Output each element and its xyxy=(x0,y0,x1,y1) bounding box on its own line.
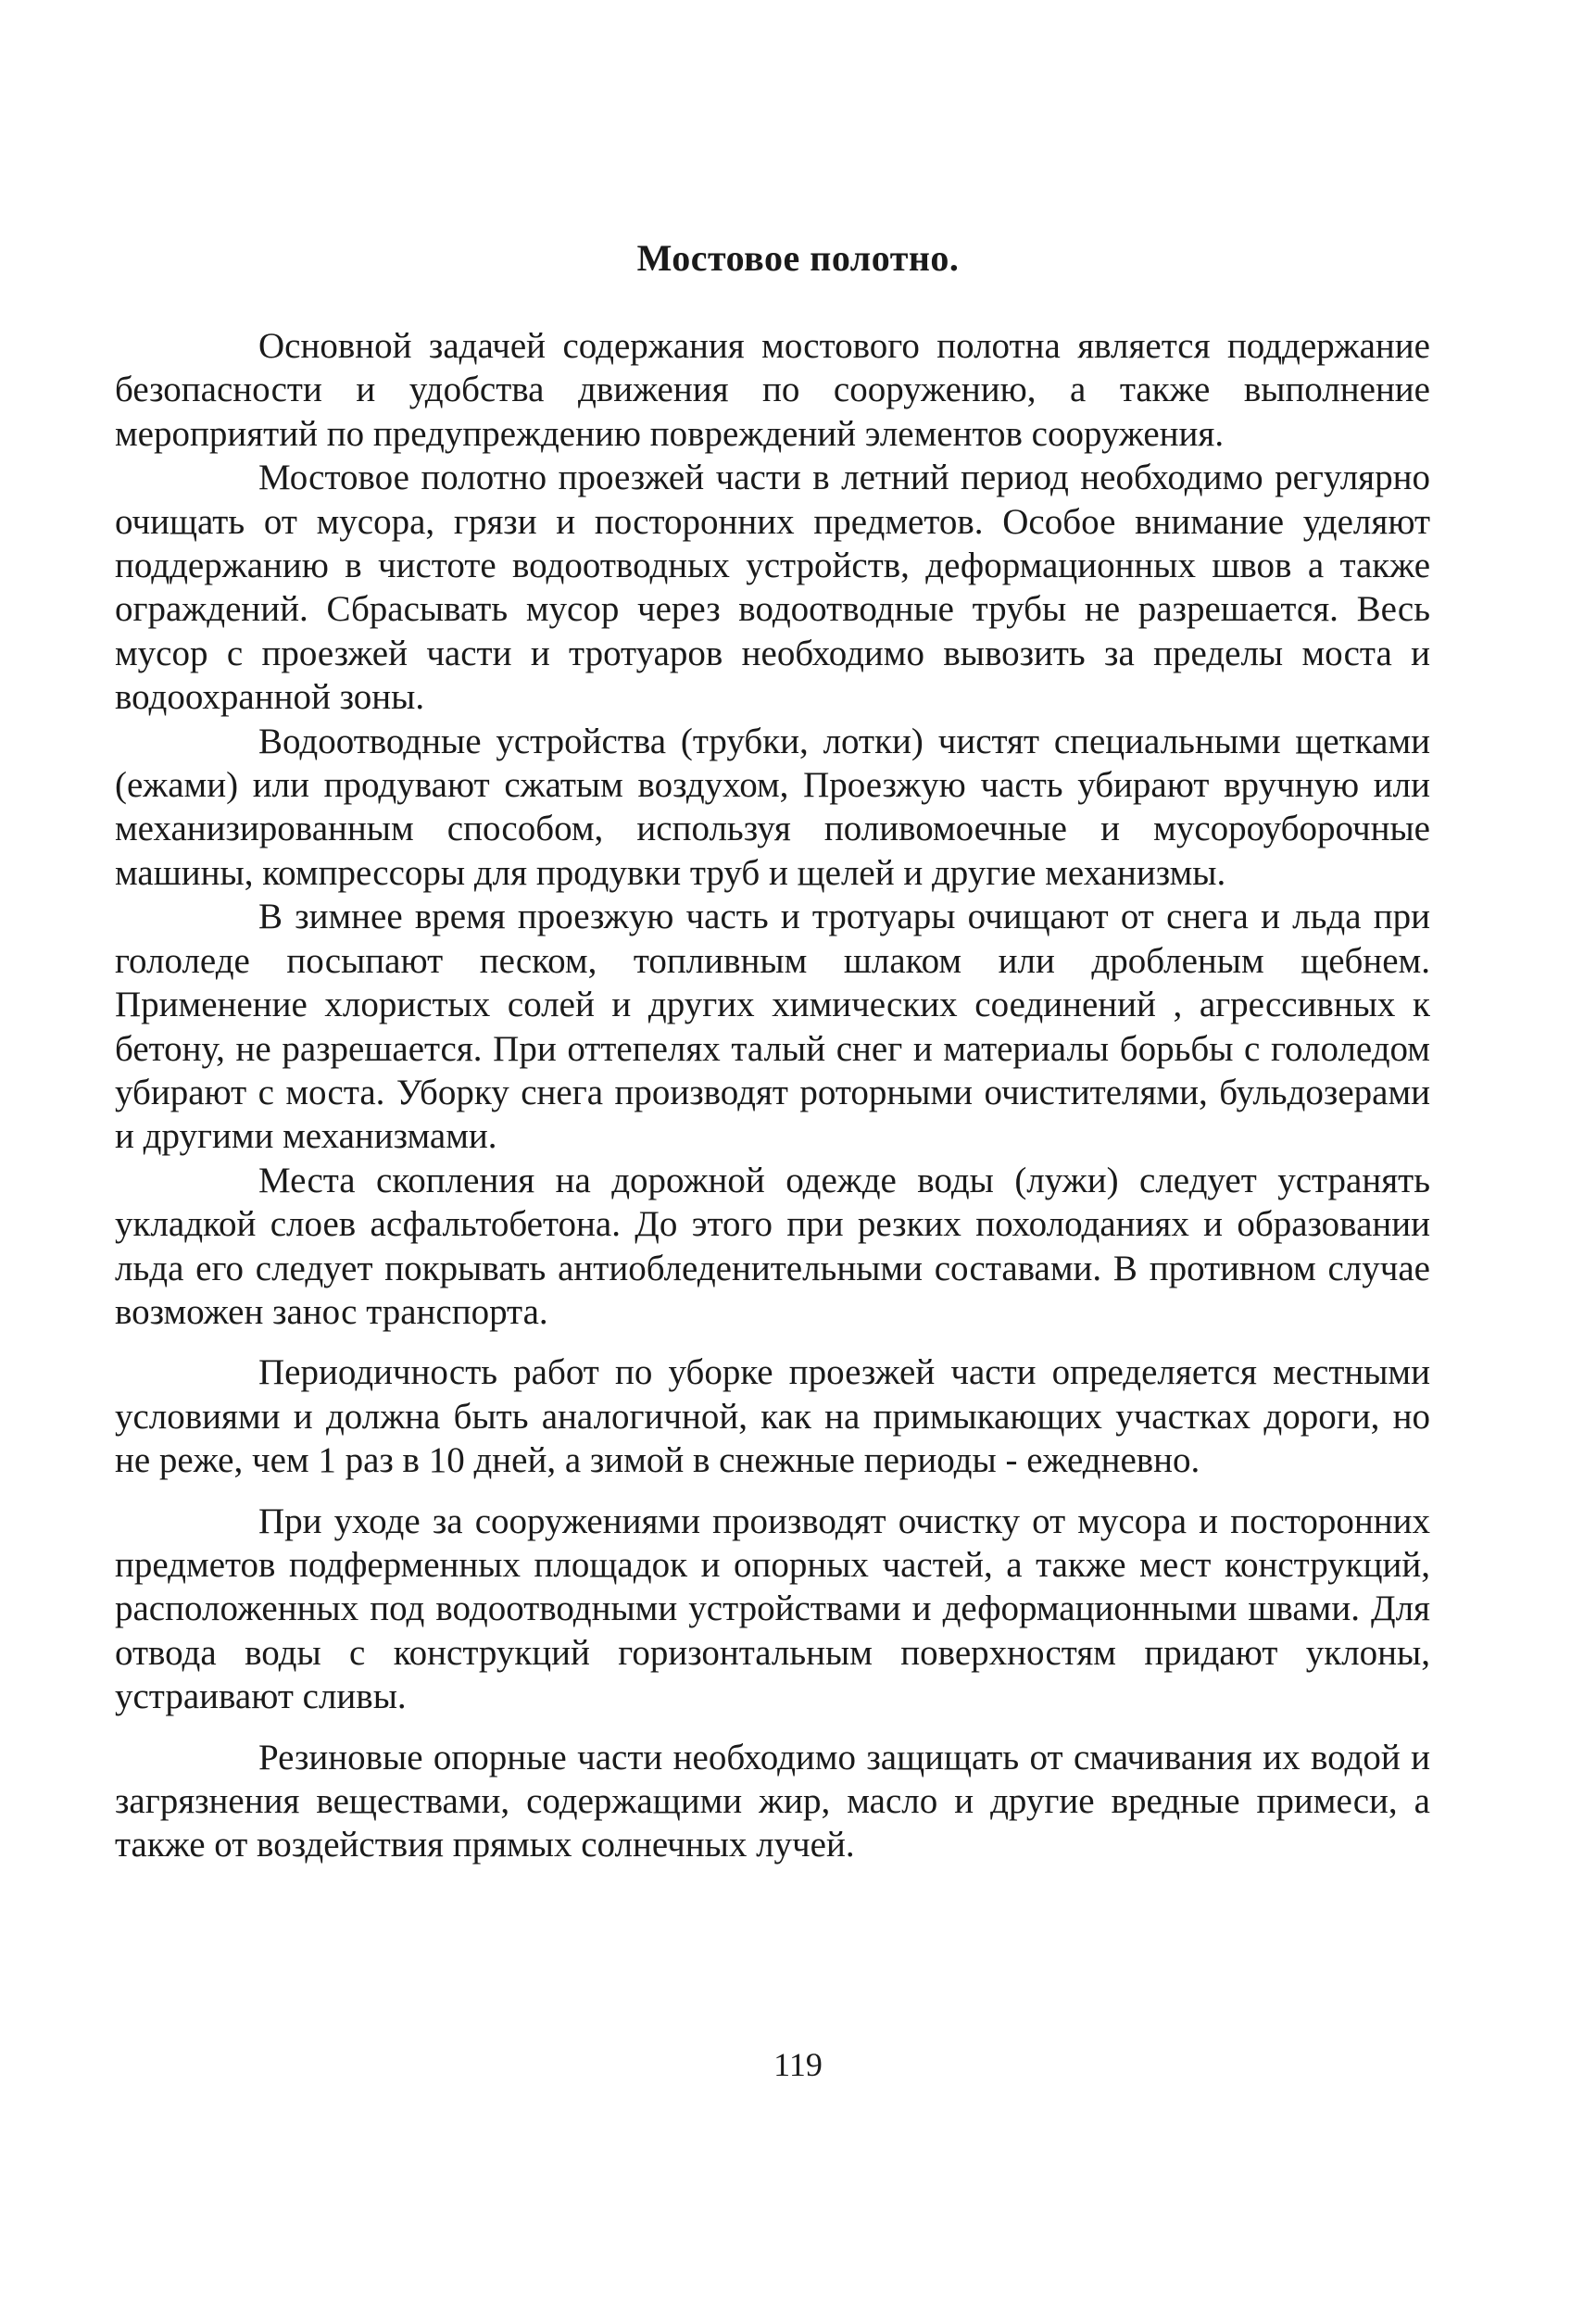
page-number: 119 xyxy=(773,2046,823,2083)
paragraph-7: При уходе за сооружениями производят очистку от мусора и посторонних предметов подферменных площадок и опорных частей, а также мест конструкций, расположенных под водоотводными устройствами и деформационными швами. Для отвода воды с конструкций горизонтальным поверхностям придают уклоны, устраивают сливы. xyxy=(115,1501,1430,1717)
paragraph-4: В зимнее время проезжую часть и тротуары очищают от снега и льда при гололеде посыпают песком, топливным шлаком или дробленым щебнем. Применение хлористых солей и других химических соединений , агрессивных к бетону, не разрешается. При оттепелях талый снег и материалы борьбы с гололедом убирают с моста. Уборку снега производят роторными очистителями, бульдозерами и другими механизмами. xyxy=(115,897,1430,1157)
page-title: Мостовое полотно. xyxy=(636,237,960,279)
paragraph-5: Места скопления на дорожной одежде воды (лужи) следует устранять укладкой слоев асфальтобетона. До этого при резких похолоданиях и образовании льда его следует покрывать антиобледенительными составами. В противном случае возможен занос транспорта. xyxy=(115,1160,1430,1332)
paragraph-6: Периодичность работ по уборке проезжей части определяется местными условиями и должна быть аналогичной, как на примыкающих участках дороги, но не реже, чем 1 раз в 10 дней, а зимой в снежные периоды - ежедневно. xyxy=(115,1352,1430,1481)
paragraph-1: Основной задачей содержания мостового полотна является поддержание безопасности и удобства движения по сооружению, а также выполнение мероприятий по предупреждению повреждений элементов сооружения. xyxy=(115,326,1430,454)
paragraph-2: Мостовое полотно проезжей части в летний период необходимо регулярно очищать от мусора, грязи и посторонних предметов. Особое внимание уделяют поддержанию в чистоте водоотводных устройств, деформационных швов а также ограждений. Сбрасывать мусор через водоотводные трубы не разрешается. Весь мусор с проезжей части и тротуаров необходимо вывозить за пределы моста и водоохранной зоны. xyxy=(115,458,1430,718)
document-body xyxy=(115,324,1430,1867)
paragraph-8: Резиновые опорные части необходимо защищать от смачивания их водой и загрязнения веществами, содержащими жир, масло и другие вредные примеси, а также от воздействия прямых солнечных лучей. xyxy=(115,1737,1430,1865)
paragraph-3: Водоотводные устройства (трубки, лотки) чистят специальными щетками (ежами) или продувают сжатым воздухом, Проезжую часть убирают вручную или механизированным способом, используя поливомоечные и мусороуборочные машины, компрессоры для продувки труб и щелей и другие механизмы. xyxy=(115,721,1430,893)
